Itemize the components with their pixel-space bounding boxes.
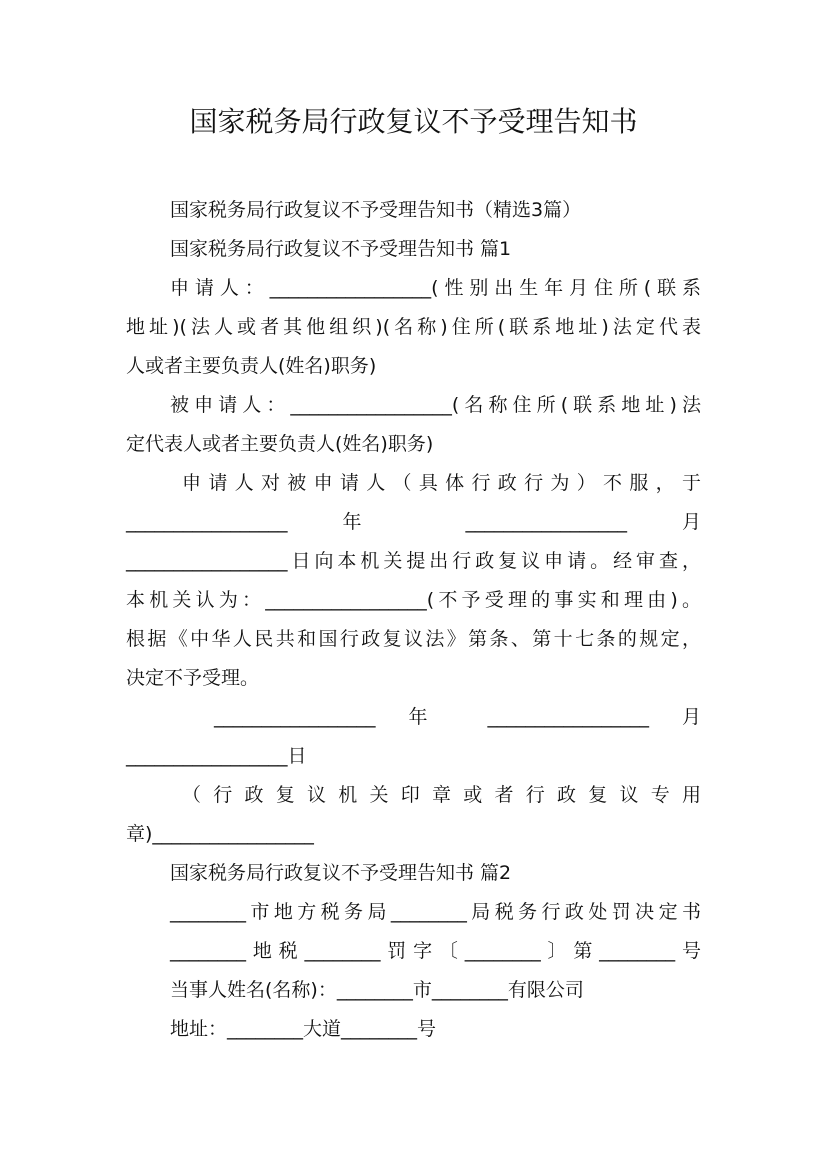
collection-heading: 国家税务局行政复议不予受理告知书（精选3篇） [170,199,582,221]
section-heading-2: 国家税务局行政复议不予受理告知书 篇2 [170,862,512,884]
date-blank-line: _________________ 年 _________________ 月 [126,511,701,533]
body-paragraph-line: 根据《中华人民共和国行政复议法》第条、第十七条的规定， [126,628,701,650]
seal-note-end: 章)_________________ [126,823,314,845]
body-paragraph-start: 申请人对被申请人（具体行政行为）不服，于 [182,472,701,494]
signature-date-day: _________________日 [126,745,307,767]
respondent-line: 被申请人：_________________(名称住所(联系地址)法 [170,394,701,416]
applicant-line-end: 人或者主要负责人(姓名)职务) [126,355,377,377]
seal-note-line: （行政复议机关印章或者行政复议专用 [182,784,701,806]
body-paragraph-line: 本机关认为：_________________(不予受理的事实和理由)。 [126,589,701,611]
document-number-line: ________地税________罚字〔________〕第________号 [170,940,701,962]
decision-title-line: ________市地方税务局________局税务行政处罚决定书 [170,901,701,923]
section-heading-1: 国家税务局行政复议不予受理告知书 篇1 [170,238,512,260]
document-title: 国家税务局行政复议不予受理告知书 [189,105,638,138]
applicant-line: 申请人：_________________(性别出生年月住所(联系 [170,277,701,299]
applicant-line-cont: 地址)(法人或者其他组织)(名称)住所(联系地址)法定代表 [126,316,701,338]
party-name-line: 当事人姓名(名称)：________市________有限公司 [170,979,584,1001]
signature-date-line: _________________ 年 _________________ 月 [214,706,701,728]
respondent-line-end: 定代表人或者主要负责人(姓名)职务) [126,433,434,455]
body-paragraph-end: 决定不予受理。 [126,667,260,689]
address-line: 地址：________大道________号 [170,1018,437,1040]
body-paragraph-line: _________________日向本机关提出行政复议申请。经审查， [126,550,701,572]
